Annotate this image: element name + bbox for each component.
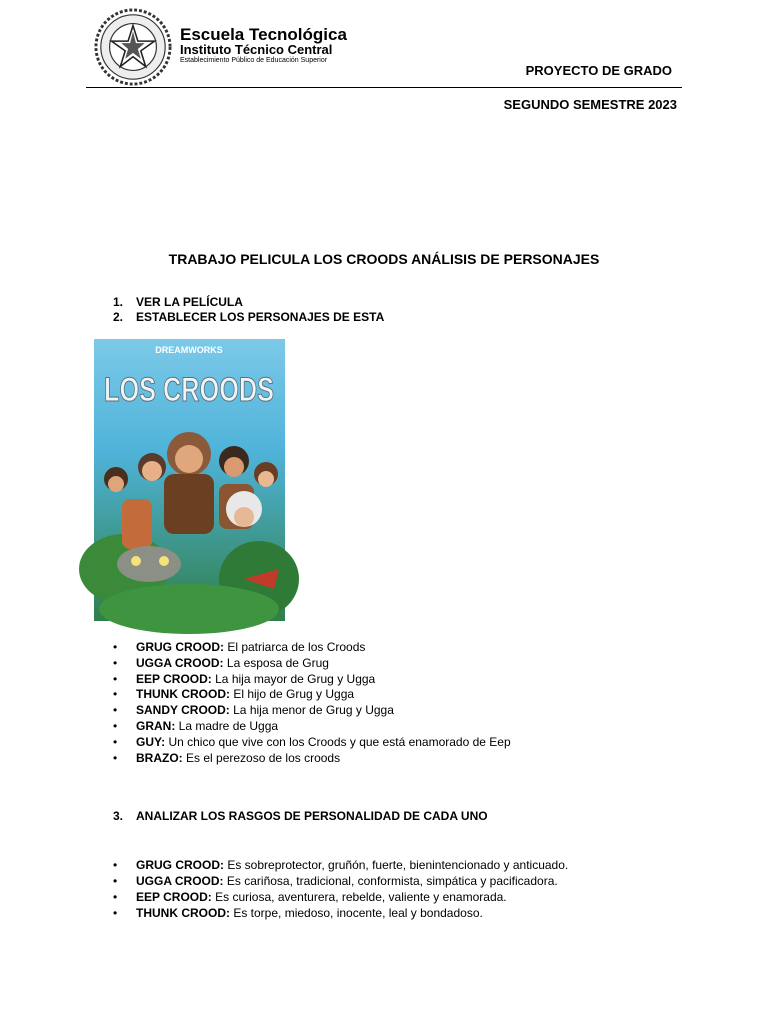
bullet-icon: • xyxy=(113,703,118,718)
list-item-text xyxy=(136,889,507,905)
bullet-icon: • xyxy=(113,671,118,686)
bullet-icon: • xyxy=(113,719,118,733)
character-name: UGGA CROOD: xyxy=(136,655,224,670)
list-item-text xyxy=(136,905,483,921)
character-name: EEP CROOD: xyxy=(136,890,212,904)
character-name: UGGA CROOD: xyxy=(136,874,224,888)
list-item-text xyxy=(136,718,278,734)
character-description: La hija menor de Grug y Ugga xyxy=(229,703,394,718)
institution-seal-logo xyxy=(94,8,172,86)
character-name: GUY: xyxy=(136,734,166,749)
character-description: Es curiosa, aventurera, rebelde, valiente y enamorada. xyxy=(211,890,507,904)
list-item-text xyxy=(136,734,511,750)
character-name: SANDY CROOD: xyxy=(136,703,230,718)
bullet-icon: • xyxy=(113,687,118,702)
bullet-icon: • xyxy=(113,750,118,765)
step-number: 3. xyxy=(113,809,124,823)
list-item-text xyxy=(136,873,558,889)
poster-title: LOS CROODS xyxy=(104,371,274,409)
bullet-icon: • xyxy=(113,655,118,670)
character-description: El hijo de Grug y Ugga xyxy=(230,687,355,702)
list-item-text xyxy=(136,655,329,671)
bullet-icon: • xyxy=(113,890,118,904)
bullet-icon: • xyxy=(113,640,118,654)
institution-subtitle: Instituto Técnico Central xyxy=(180,42,333,57)
header-divider xyxy=(86,87,682,88)
list-item-text xyxy=(136,671,375,687)
institution-tagline: Establecimiento Público de Educación Superior xyxy=(180,57,328,64)
bullet-icon: • xyxy=(113,906,118,920)
step-number: 2. xyxy=(113,310,124,324)
character-description: Es sobreprotector, gruñón, fuerte, bienintencionado y anticuado. xyxy=(224,858,569,872)
character-description: La esposa de Grug xyxy=(223,655,329,670)
bullet-icon: • xyxy=(113,858,118,872)
character-description: La hija mayor de Grug y Ugga xyxy=(211,671,376,686)
list-item-text xyxy=(136,702,394,718)
step-text: ESTABLECER LOS PERSONAJES DE ESTA xyxy=(136,310,385,324)
character-name: GRUG CROOD: xyxy=(136,858,224,872)
bullet-icon: • xyxy=(113,734,118,749)
character-description: Es torpe, miedoso, inocente, leal y bondadoso. xyxy=(230,906,483,920)
character-name: GRAN: xyxy=(136,719,176,733)
character-description: La madre de Ugga xyxy=(175,719,279,733)
list-item-text xyxy=(136,686,354,702)
document-title: TRABAJO PELICULA LOS CROODS ANÁLISIS DE PERSONAJES xyxy=(168,251,600,267)
character-name: THUNK CROOD: xyxy=(136,906,230,920)
list-item-text xyxy=(136,639,365,655)
semester-label: SEGUNDO SEMESTRE 2023 xyxy=(503,97,677,112)
character-description: Es el perezoso de los croods xyxy=(182,750,341,765)
project-label: PROYECTO DE GRADO xyxy=(525,63,672,78)
poster-brand: DREAMWORKS xyxy=(155,345,223,355)
list-item-text xyxy=(136,750,340,766)
list-item-text xyxy=(136,857,568,873)
step-number: 1. xyxy=(113,295,124,309)
step-text: ANALIZAR LOS RASGOS DE PERSONALIDAD DE CADA UNO xyxy=(136,809,488,823)
character-description: Un chico que vive con los Croods y que está enamorado de Eep xyxy=(165,734,511,749)
character-name: EEP CROOD: xyxy=(136,671,212,686)
character-description: Es cariñosa, tradicional, conformista, simpática y pacificadora. xyxy=(223,874,558,888)
character-description: El patriarca de los Croods xyxy=(224,640,366,654)
character-name: GRUG CROOD: xyxy=(136,640,224,654)
institution-name: Escuela Tecnológica xyxy=(180,25,347,44)
movie-poster-image xyxy=(94,339,285,621)
bullet-icon: • xyxy=(113,874,118,888)
step-text: VER LA PELÍCULA xyxy=(136,295,243,309)
character-name: THUNK CROOD: xyxy=(136,687,230,702)
character-name: BRAZO: xyxy=(136,750,183,765)
